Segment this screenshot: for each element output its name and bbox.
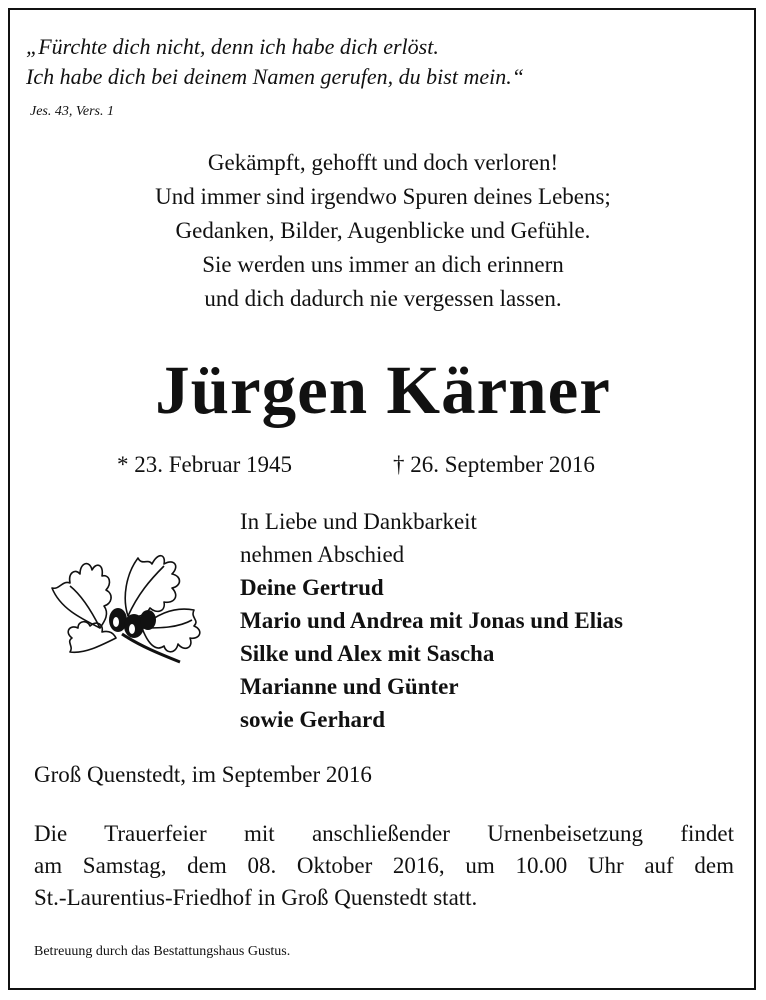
mourner-name: Mario und Andrea mit Jonas und Elias [240, 608, 624, 633]
mourner-name: Deine Gertrud [240, 575, 384, 600]
funeral-notice [34, 818, 734, 914]
quote-line-1: „Fürchte dich nicht, denn ich habe dich erlöst. [26, 34, 439, 59]
mourner-name: sowie Gerhard [240, 707, 386, 732]
bible-quote [26, 32, 524, 92]
birth-date: * 23. Februar 1945 [117, 452, 293, 477]
quote-line-2: Ich habe dich bei deinem Namen gerufen, du bist mein.“ [26, 64, 524, 89]
poem-line: Gekämpft, gehofft und doch verloren! [207, 150, 559, 175]
poem-line: Und immer sind irgendwo Spuren deines Lebens; [155, 184, 611, 209]
place-date: Groß Quenstedt, im September 2016 [34, 762, 372, 787]
mourners-block [240, 505, 623, 736]
poem-line: und dich dadurch nie vergessen lassen. [204, 286, 562, 311]
deceased-name: Jürgen Kärner [155, 352, 611, 428]
funeral-line: St.-Laurentius-Friedhof in Groß Quenstedt statt. [34, 885, 478, 910]
funeral-line: Die Trauerfeier mit anschließender Urnenbeisetzung findet [34, 821, 734, 846]
quote-reference: Jes. 43, Vers. 1 [30, 104, 114, 119]
poem [0, 146, 766, 316]
mourners-intro-2: nehmen Abschied [240, 542, 405, 567]
mourner-name: Silke und Alex mit Sascha [240, 641, 495, 666]
death-date: † 26. September 2016 [393, 452, 595, 477]
undertaker-note: Betreuung durch das Bestattungshaus Gustus. [34, 944, 291, 959]
oak-leaves-acorns-icon [30, 528, 220, 668]
poem-line: Sie werden uns immer an dich erinnern [202, 252, 564, 277]
poem-line: Gedanken, Bilder, Augenblicke und Gefühle. [175, 218, 591, 243]
mourner-name: Marianne und Günter [240, 674, 459, 699]
funeral-line: am Samstag, dem 08. Oktober 2016, um 10.00 Uhr auf dem [34, 853, 734, 878]
mourners-intro-1: In Liebe und Dankbarkeit [240, 509, 477, 534]
